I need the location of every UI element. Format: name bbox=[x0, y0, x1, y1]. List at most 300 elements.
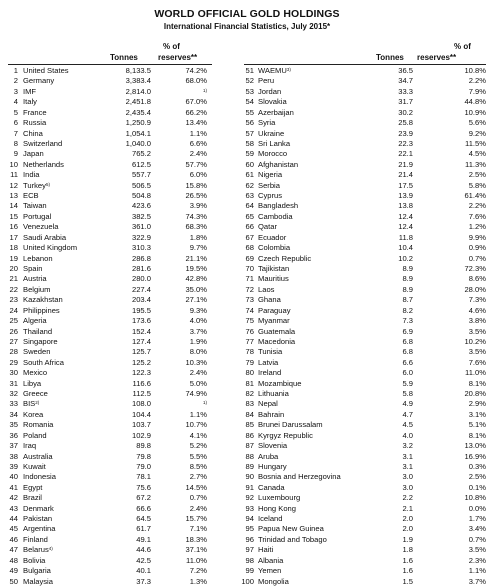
country-name: Guatemala bbox=[258, 326, 296, 336]
pct-reserves-cell bbox=[456, 191, 486, 202]
tonnes-cell: 8.9 bbox=[402, 284, 413, 294]
table-row bbox=[0, 514, 494, 525]
country-cell bbox=[258, 327, 295, 338]
country-name: Ecuador bbox=[258, 232, 287, 242]
rank-cell: 74 bbox=[245, 305, 254, 315]
country-cell bbox=[258, 264, 289, 275]
country-name: Canada bbox=[258, 482, 285, 492]
country-name: Laos bbox=[258, 284, 275, 294]
country-name: Belgium bbox=[23, 284, 51, 294]
tonnes-cell: 44.6 bbox=[136, 545, 151, 555]
pct-value: 42.8% bbox=[185, 274, 207, 284]
tonnes-cell: 11.8 bbox=[398, 232, 413, 242]
footnote-marker: 5) bbox=[45, 181, 50, 187]
pct-value: 9.2% bbox=[468, 128, 486, 138]
country-cell bbox=[258, 170, 282, 181]
country-name: Saudi Arabia bbox=[23, 232, 67, 242]
table-row bbox=[0, 160, 494, 171]
country-name: Mauritius bbox=[258, 274, 289, 284]
rank-cell: 6 bbox=[13, 118, 18, 128]
country-name: Egypt bbox=[23, 482, 43, 492]
table-row bbox=[0, 358, 494, 369]
pct-reserves-cell bbox=[456, 295, 486, 306]
country-name: Spain bbox=[23, 263, 43, 273]
tonnes-cell: 4.5 bbox=[402, 420, 413, 430]
country-name: Hungary bbox=[258, 461, 287, 471]
rank-cell: 12 bbox=[9, 180, 18, 190]
pct-value: 7.6% bbox=[468, 357, 486, 367]
table-row bbox=[0, 472, 494, 483]
country-name: Mexico bbox=[23, 368, 48, 378]
tonnes-cell: 30.2 bbox=[398, 107, 413, 117]
country-cell bbox=[258, 149, 287, 160]
country-name: Australia bbox=[23, 451, 53, 461]
table-row bbox=[0, 493, 494, 504]
country-name: Czech Republic bbox=[258, 253, 312, 263]
country-name: Mozambique bbox=[258, 378, 302, 388]
rank-cell: 43 bbox=[9, 503, 18, 513]
country-name: Sri Lanka bbox=[258, 138, 291, 148]
tonnes-cell: 3.0 bbox=[402, 472, 413, 482]
rank-cell: 54 bbox=[245, 97, 254, 107]
rank-cell: 91 bbox=[245, 482, 254, 492]
country-cell bbox=[258, 254, 311, 265]
country-name: Korea bbox=[23, 409, 44, 419]
rank-cell: 24 bbox=[9, 305, 18, 315]
country-name: Luxembourg bbox=[258, 493, 301, 503]
tonnes-cell: 125.7 bbox=[131, 347, 151, 357]
pct-value: 1.3% bbox=[189, 576, 207, 586]
table-row bbox=[0, 524, 494, 535]
tonnes-cell: 4.7 bbox=[402, 409, 413, 419]
tonnes-cell: 3.2 bbox=[402, 441, 413, 451]
rank-cell: 1 bbox=[13, 66, 18, 75]
country-cell bbox=[258, 431, 313, 442]
pct-value: 44.8% bbox=[464, 97, 486, 107]
country-name: Bulgaria bbox=[23, 566, 51, 576]
table-row bbox=[0, 504, 494, 515]
pct-reserves-cell bbox=[456, 243, 486, 254]
tonnes-cell: 34.7 bbox=[398, 76, 413, 86]
country-cell bbox=[258, 566, 281, 577]
pct-value: 8.6% bbox=[468, 274, 486, 284]
pct-value: 2.3% bbox=[468, 555, 486, 565]
pct-reserves-cell bbox=[456, 347, 486, 358]
rank-cell: 31 bbox=[9, 378, 18, 388]
pct-value: 21.1% bbox=[185, 253, 207, 263]
pct-value: 57.7% bbox=[185, 159, 207, 169]
table-row bbox=[0, 118, 494, 129]
tonnes-cell: 322.9 bbox=[131, 232, 151, 242]
rank-cell: 19 bbox=[9, 253, 18, 263]
rank-cell: 36 bbox=[9, 430, 18, 440]
pct-value: 5.5% bbox=[189, 451, 207, 461]
tonnes-cell: 2.0 bbox=[402, 514, 413, 524]
table-row bbox=[0, 264, 494, 275]
pct-reserves-cell bbox=[456, 327, 486, 338]
rank-cell: 97 bbox=[245, 545, 254, 555]
tonnes-cell: 2,435.4 bbox=[125, 107, 151, 117]
country-name: United States bbox=[23, 66, 69, 75]
rank-cell: 7 bbox=[13, 128, 18, 138]
tonnes-cell: 13.8 bbox=[398, 201, 413, 211]
country-name: Denmark bbox=[23, 503, 54, 513]
table-row bbox=[0, 399, 494, 410]
country-name: Kazakhstan bbox=[23, 295, 63, 305]
tonnes-cell: 49.1 bbox=[136, 534, 151, 544]
tonnes-cell: 21.9 bbox=[398, 159, 413, 169]
rank-cell: 5 bbox=[13, 107, 18, 117]
country-cell bbox=[258, 545, 273, 556]
country-name: Poland bbox=[23, 430, 47, 440]
country-name: Morocco bbox=[258, 149, 288, 159]
tonnes-cell: 2,814.0 bbox=[125, 86, 151, 96]
tonnes-cell: 1.8 bbox=[402, 545, 413, 555]
country-name: United Kingdom bbox=[23, 243, 78, 253]
pct-value: 1.7% bbox=[468, 514, 486, 524]
tonnes-cell: 3.1 bbox=[402, 451, 413, 461]
tonnes-cell: 506.5 bbox=[131, 180, 151, 190]
country-name: Philippines bbox=[23, 305, 60, 315]
pct-reserves-cell bbox=[456, 170, 486, 181]
tonnes-cell: 6.8 bbox=[402, 347, 413, 357]
country-name: Portugal bbox=[23, 211, 52, 221]
tonnes-cell: 104.4 bbox=[131, 409, 151, 419]
pct-value: 67.0% bbox=[185, 97, 207, 107]
pct-value: 28.0% bbox=[464, 284, 486, 294]
pct-reserves-cell bbox=[456, 358, 486, 369]
pct-reserves-cell bbox=[456, 389, 486, 400]
pct-value: 3.5% bbox=[468, 545, 486, 555]
footnote-marker: 2) bbox=[35, 400, 40, 406]
pct-reserves-cell bbox=[456, 431, 486, 442]
rank-cell: 57 bbox=[245, 128, 254, 138]
country-name: Ukraine bbox=[258, 128, 285, 138]
table-row bbox=[0, 347, 494, 358]
country-cell bbox=[258, 368, 281, 379]
rank-cell: 49 bbox=[9, 566, 18, 576]
tonnes-cell: 78.1 bbox=[136, 472, 151, 482]
footnote-marker: 1) bbox=[202, 87, 207, 93]
country-name: Indonesia bbox=[23, 472, 56, 482]
tonnes-cell: 25.8 bbox=[398, 118, 413, 128]
table-row bbox=[0, 97, 494, 108]
tonnes-cell: 6.6 bbox=[402, 357, 413, 367]
pct-value: 6.6% bbox=[189, 138, 207, 148]
pct-reserves-cell bbox=[456, 399, 486, 410]
pct-value: 15.7% bbox=[185, 514, 207, 524]
table-row bbox=[0, 556, 494, 567]
country-name: Malaysia bbox=[23, 576, 53, 586]
rank-cell: 89 bbox=[245, 461, 254, 471]
country-name: Brunei Darussalam bbox=[258, 420, 323, 430]
country-cell bbox=[258, 139, 290, 150]
tonnes-cell: 1.6 bbox=[402, 555, 413, 565]
pct-reserves-cell bbox=[456, 462, 486, 473]
country-cell bbox=[258, 337, 295, 348]
rank-cell: 98 bbox=[245, 555, 254, 565]
country-cell bbox=[258, 420, 323, 431]
pct-value: 68.3% bbox=[185, 222, 207, 232]
left-pct-header-top: % of bbox=[163, 42, 180, 51]
tonnes-cell: 310.3 bbox=[131, 243, 151, 253]
tonnes-cell: 5.9 bbox=[402, 378, 413, 388]
tonnes-cell: 195.5 bbox=[131, 305, 151, 315]
tonnes-cell: 2,451.8 bbox=[125, 97, 151, 107]
table-row bbox=[0, 327, 494, 338]
tonnes-cell: 6.8 bbox=[402, 336, 413, 346]
pct-value: 4.5% bbox=[468, 149, 486, 159]
tonnes-cell: 108.0 bbox=[131, 399, 151, 409]
pct-reserves-cell bbox=[456, 66, 486, 77]
rank-cell: 69 bbox=[245, 253, 254, 263]
tonnes-cell: 173.6 bbox=[131, 316, 151, 326]
pct-reserves-cell bbox=[456, 379, 486, 390]
tonnes-cell: 67.2 bbox=[136, 493, 151, 503]
country-cell bbox=[258, 504, 296, 515]
tonnes-cell: 1,250.9 bbox=[125, 118, 151, 128]
pct-value: 7.3% bbox=[468, 295, 486, 305]
rank-cell: 82 bbox=[245, 389, 254, 399]
tonnes-cell: 382.5 bbox=[131, 211, 151, 221]
country-name: Afghanistan bbox=[258, 159, 299, 169]
pct-value: 11.0% bbox=[465, 368, 486, 378]
pct-reserves-cell bbox=[456, 566, 486, 577]
pct-value: 5.1% bbox=[468, 420, 486, 430]
pct-value: 9.7% bbox=[189, 243, 207, 253]
rank-cell: 17 bbox=[9, 232, 18, 242]
country-name: Thailand bbox=[23, 326, 53, 336]
pct-value: 10.3% bbox=[185, 357, 207, 367]
country-name: France bbox=[23, 107, 47, 117]
country-name: Paraguay bbox=[258, 305, 291, 315]
tonnes-cell: 102.9 bbox=[131, 430, 151, 440]
pct-value: 5.6% bbox=[468, 118, 486, 128]
tonnes-cell: 361.0 bbox=[131, 222, 151, 232]
table-row bbox=[0, 462, 494, 473]
country-cell bbox=[258, 274, 289, 285]
tonnes-cell: 103.7 bbox=[131, 420, 151, 430]
rank-cell: 64 bbox=[245, 201, 254, 211]
country-name: China bbox=[23, 128, 43, 138]
pct-value: 8.1% bbox=[468, 430, 486, 440]
table-row bbox=[0, 108, 494, 119]
pct-reserves-cell bbox=[456, 254, 486, 265]
left-tonnes-header: Tonnes bbox=[110, 53, 138, 62]
rank-cell: 85 bbox=[245, 420, 254, 430]
tonnes-cell: 280.0 bbox=[131, 274, 151, 284]
country-name: Pakistan bbox=[23, 514, 53, 524]
pct-value: 4.0% bbox=[189, 316, 207, 326]
pct-value: 61.4% bbox=[464, 191, 486, 201]
tonnes-cell: 1.5 bbox=[402, 576, 413, 586]
pct-value: 10.8% bbox=[464, 66, 486, 75]
pct-value: 10.9% bbox=[464, 107, 486, 117]
country-name: Romania bbox=[23, 420, 54, 430]
country-name: Greece bbox=[23, 389, 48, 399]
country-name: WAEMU bbox=[258, 66, 287, 75]
table-row bbox=[0, 285, 494, 296]
pct-value: 16.9% bbox=[464, 451, 486, 461]
pct-value: 1.2% bbox=[468, 222, 486, 232]
country-cell bbox=[258, 441, 287, 452]
pct-reserves-cell bbox=[456, 139, 486, 150]
rank-cell: 20 bbox=[9, 263, 18, 273]
pct-value: 2.5% bbox=[468, 472, 486, 482]
country-name: Ghana bbox=[258, 295, 281, 305]
country-cell bbox=[258, 306, 291, 317]
country-name: Bosnia and Herzegovina bbox=[258, 472, 341, 482]
pct-value: 74.3% bbox=[185, 211, 207, 221]
tonnes-cell: 22.1 bbox=[398, 149, 413, 159]
tonnes-cell: 61.7 bbox=[136, 524, 151, 534]
pct-value: 13.0% bbox=[464, 441, 486, 451]
tonnes-cell: 504.8 bbox=[131, 191, 151, 201]
rank-cell: 22 bbox=[9, 284, 18, 294]
country-name: Serbia bbox=[258, 180, 280, 190]
rank-cell: 48 bbox=[9, 555, 18, 565]
rank-cell: 28 bbox=[9, 347, 18, 357]
rank-cell: 52 bbox=[245, 76, 254, 86]
rank-cell: 41 bbox=[9, 482, 18, 492]
country-name: Singapore bbox=[23, 336, 58, 346]
rank-cell: 2 bbox=[13, 76, 18, 86]
rank-cell: 81 bbox=[245, 378, 254, 388]
country-name: Libya bbox=[23, 378, 42, 388]
table-row bbox=[0, 295, 494, 306]
country-cell bbox=[258, 212, 293, 223]
rank-cell: 96 bbox=[245, 534, 254, 544]
pct-value: 3.5% bbox=[468, 347, 486, 357]
table-row bbox=[0, 181, 494, 192]
table-row bbox=[0, 535, 494, 546]
country-name: Slovenia bbox=[258, 441, 288, 451]
tonnes-cell: 612.5 bbox=[131, 159, 151, 169]
rank-cell: 46 bbox=[9, 534, 18, 544]
country-name: Nigeria bbox=[258, 170, 283, 180]
pct-value: 13.4% bbox=[185, 118, 207, 128]
tonnes-cell: 17.5 bbox=[398, 180, 413, 190]
pct-reserves-cell bbox=[456, 129, 486, 140]
pct-value: 5.8% bbox=[468, 180, 486, 190]
country-cell bbox=[258, 524, 324, 535]
rank-cell: 39 bbox=[9, 461, 18, 471]
tonnes-cell: 4.0 bbox=[402, 430, 413, 440]
country-cell bbox=[258, 535, 327, 546]
rank-cell: 38 bbox=[9, 451, 18, 461]
pct-reserves-cell bbox=[456, 233, 486, 244]
tonnes-cell: 23.9 bbox=[398, 128, 413, 138]
country-cell bbox=[258, 243, 290, 254]
country-name: Algeria bbox=[23, 316, 47, 326]
country-name: Germany bbox=[23, 76, 55, 86]
country-cell bbox=[258, 233, 286, 244]
pct-value: 72.3% bbox=[464, 263, 486, 273]
pct-value: 10.2% bbox=[464, 336, 486, 346]
rank-cell: 37 bbox=[9, 441, 18, 451]
rank-cell: 3 bbox=[13, 86, 18, 96]
rank-cell: 53 bbox=[245, 86, 254, 96]
country-cell bbox=[258, 97, 287, 108]
tonnes-cell: 1,040.0 bbox=[125, 138, 151, 148]
tonnes-cell: 64.5 bbox=[136, 514, 151, 524]
footnote-marker: 4) bbox=[48, 546, 53, 552]
tonnes-cell: 7.3 bbox=[402, 316, 413, 326]
rank-cell: 83 bbox=[245, 399, 254, 409]
rank-cell: 90 bbox=[245, 472, 254, 482]
pct-value: 14.5% bbox=[185, 482, 207, 492]
pct-value: 26.5% bbox=[185, 191, 207, 201]
pct-value: 1.1% bbox=[468, 566, 486, 576]
country-name: Italy bbox=[23, 97, 37, 107]
rank-cell: 25 bbox=[9, 316, 18, 326]
pct-reserves-cell bbox=[456, 118, 486, 129]
tonnes-cell: 37.3 bbox=[136, 576, 151, 586]
rank-cell: 72 bbox=[245, 284, 254, 294]
pct-value: 6.0% bbox=[189, 170, 207, 180]
table-row bbox=[0, 337, 494, 348]
pct-value: 0.7% bbox=[468, 253, 486, 263]
country-name: IMF bbox=[23, 86, 37, 96]
table-row bbox=[0, 233, 494, 244]
table-row bbox=[0, 222, 494, 233]
pct-value: 3.1% bbox=[468, 409, 486, 419]
pct-value: 3.7% bbox=[189, 326, 207, 336]
tonnes-cell: 112.5 bbox=[132, 389, 151, 399]
table-row bbox=[0, 316, 494, 327]
country-cell bbox=[258, 389, 289, 400]
country-cell bbox=[258, 181, 280, 192]
table-row bbox=[0, 545, 494, 556]
pct-value: 11.5% bbox=[465, 138, 486, 148]
pct-value: 0.7% bbox=[189, 493, 207, 503]
tonnes-cell: 8,133.5 bbox=[125, 66, 151, 75]
rank-cell: 56 bbox=[245, 118, 254, 128]
table-row bbox=[0, 274, 494, 285]
country-cell bbox=[258, 399, 278, 410]
rank-cell: 8 bbox=[13, 138, 18, 148]
country-cell bbox=[258, 201, 298, 212]
tonnes-cell: 1,054.1 bbox=[125, 128, 151, 138]
rank-cell: 66 bbox=[245, 222, 254, 232]
pct-value: 0.9% bbox=[468, 243, 486, 253]
pct-reserves-cell bbox=[456, 316, 486, 327]
pct-value: 2.2% bbox=[468, 201, 486, 211]
country-cell bbox=[258, 410, 284, 421]
pct-reserves-cell bbox=[456, 160, 486, 171]
country-name: Albania bbox=[258, 555, 284, 565]
pct-value: 1.1% bbox=[189, 128, 207, 138]
country-name: Slovakia bbox=[258, 97, 287, 107]
country-cell bbox=[258, 76, 274, 87]
country-cell bbox=[258, 483, 285, 494]
rank-cell: 32 bbox=[9, 389, 18, 399]
tonnes-cell: 12.4 bbox=[398, 211, 413, 221]
pct-reserves-cell bbox=[456, 87, 486, 98]
rank-cell: 55 bbox=[245, 107, 254, 117]
rank-cell: 21 bbox=[9, 274, 18, 284]
tonnes-cell: 227.4 bbox=[131, 284, 151, 294]
tonnes-cell: 3.0 bbox=[402, 482, 413, 492]
rank-cell: 79 bbox=[245, 357, 254, 367]
table-row bbox=[0, 566, 494, 577]
country-name: Cambodia bbox=[258, 211, 293, 221]
table-row bbox=[0, 149, 494, 160]
pct-value: 5.0% bbox=[189, 378, 207, 388]
country-name: Macedonia bbox=[258, 336, 296, 346]
pct-value: 37.1% bbox=[185, 545, 207, 555]
country-name: Colombia bbox=[258, 243, 291, 253]
